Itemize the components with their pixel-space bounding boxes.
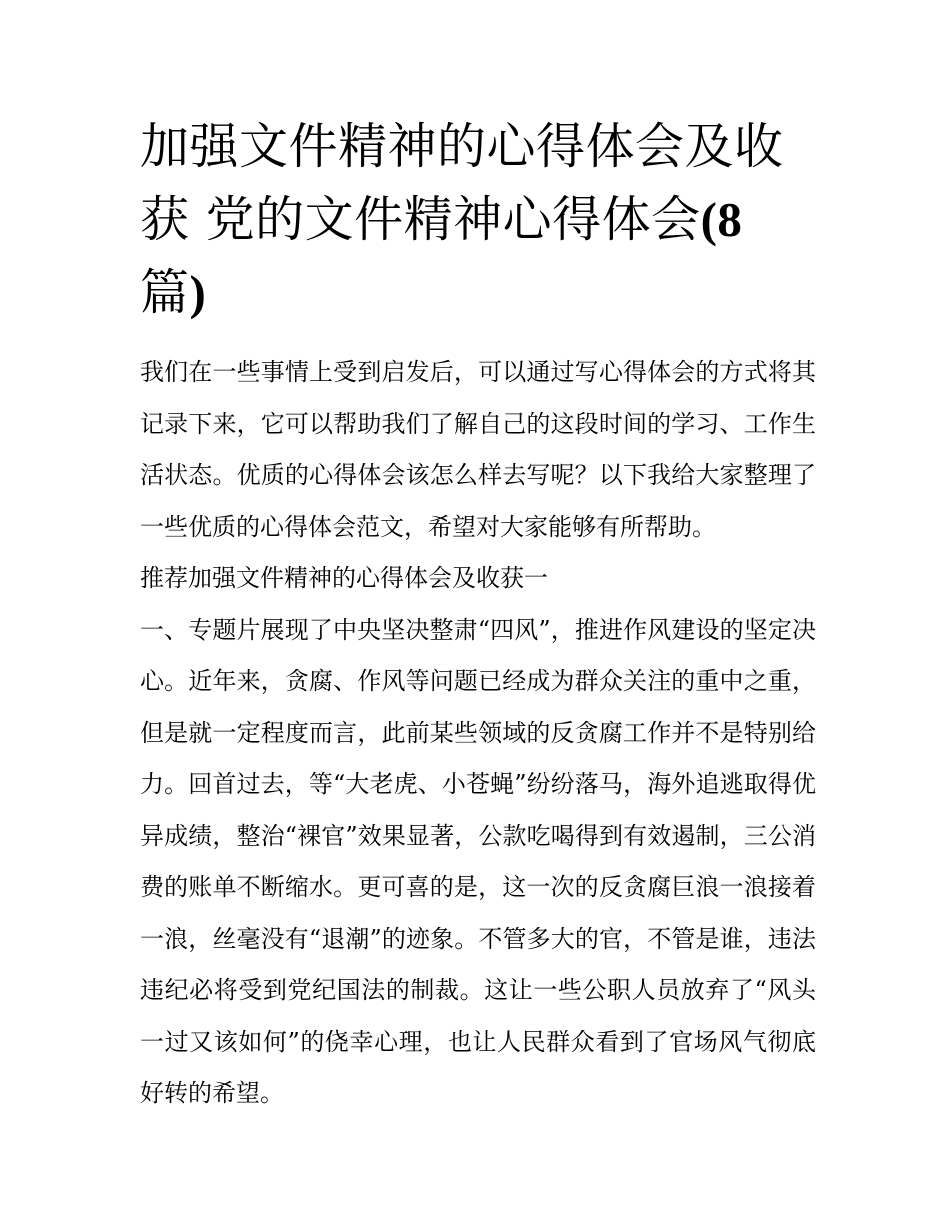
title-count: (8 [700, 192, 743, 247]
document-body [140, 347, 816, 1120]
title-close-paren: ) [189, 265, 207, 320]
section-heading: 推荐加强文件精神的心得体会及收获一 [140, 564, 548, 592]
body-paragraph: 一、专题片展现了中央坚决整肃“四风”，推进作风建设的坚定决心。近年来，贪腐、作风等问题已经成为群众关注的重中之重，但是就一定程度而言，此前某些领域的反贪腐工作并不是特别给力。回首过去，等“大老虎、小苍蝇”纷纷落马，海外追逃取得优异成绩，整治“裸官”效果显著，公款吃喝得到有效遏制，三公消费的账单不断缩水。更可喜的是，这一次的反贪腐巨浪一浪接着一浪，丝毫没有“退潮”的迹象。不管多大的官，不管是谁，违法违纪必将受到党纪国法的制裁。这让一些公职人员放弃了“风头一过又该如何”的侥幸心理，也让人民群众看到了官场风气彻底好转的希望。 [140, 615, 816, 1107]
title-unit: 篇 [140, 264, 190, 321]
intro-paragraph: 我们在一些事情上受到启发后，可以通过写心得体会的方式将其记录下来，它可以帮助我们了解自己的这段时间的学习、工作生活状态。优质的心得体会该怎么样去写呢？以下我给大家整理了一些优质的心得体会范文，希望对大家能够有所帮助。 [140, 358, 816, 541]
document-title [140, 110, 816, 329]
document-page [140, 110, 816, 1120]
title-text: 加强文件精神的心得体会及收获 党的文件精神心得体会 [140, 118, 784, 248]
